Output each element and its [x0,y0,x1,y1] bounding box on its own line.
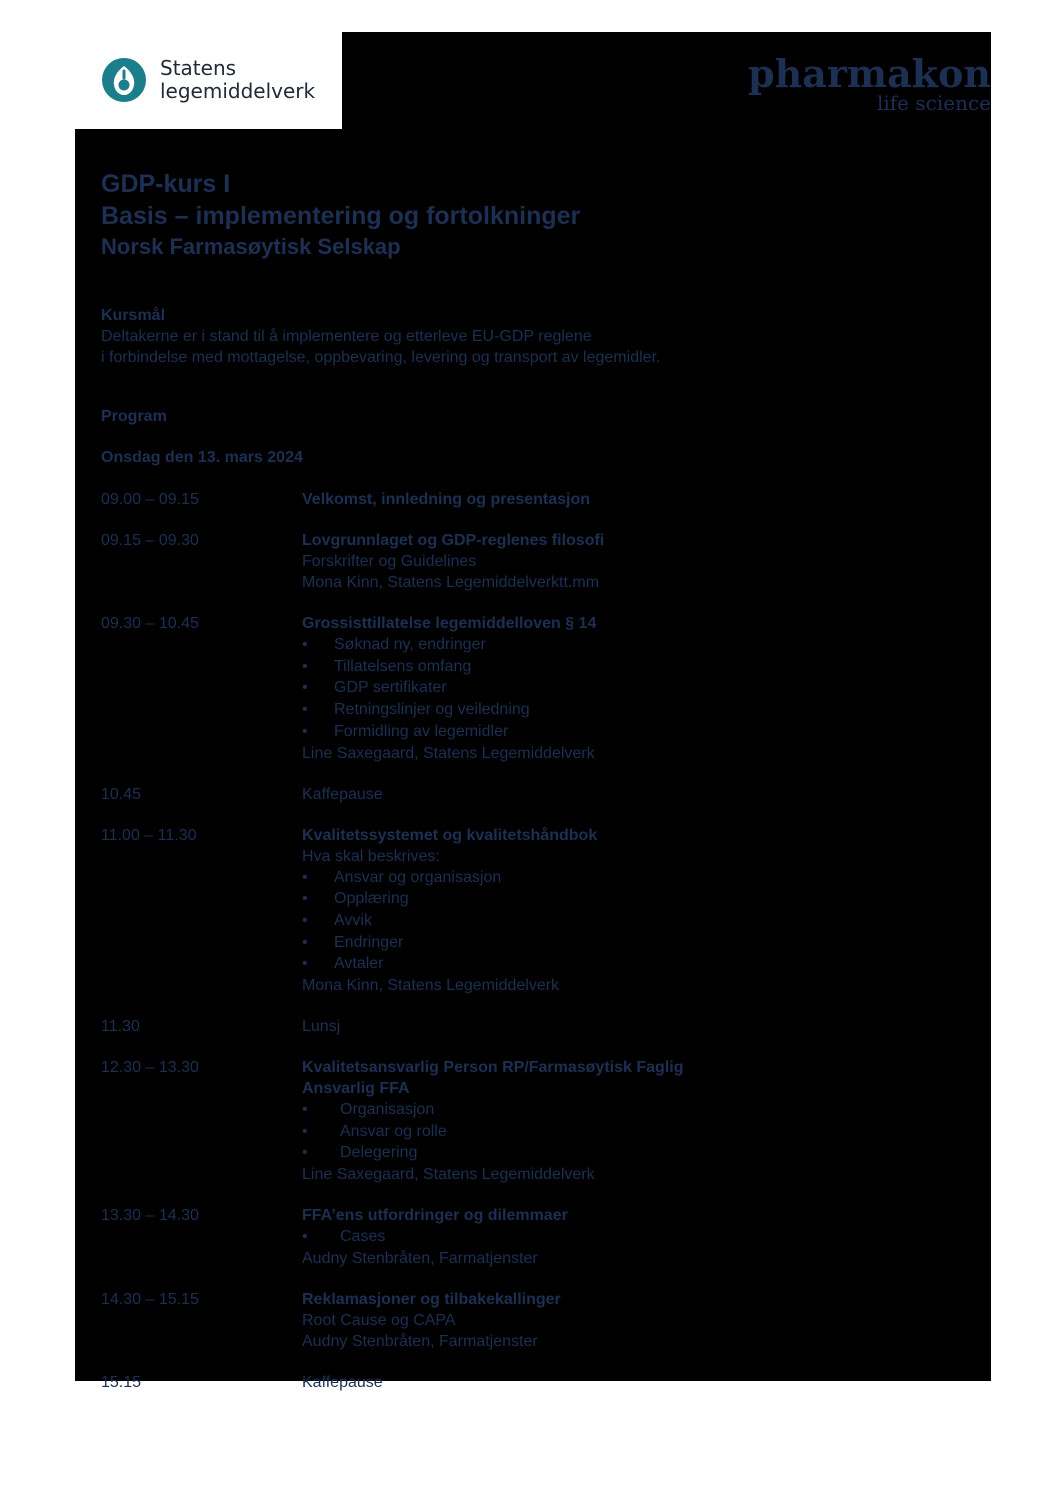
agenda-speaker: Mona Kinn, Statens Legemiddelverktt.mm [302,574,600,591]
agenda-bullet-list [302,1226,971,1248]
agenda-session-title: Lovgrunnlaget og GDP-reglenes filosofi [302,532,605,549]
agenda-session-description: Hva skal beskrives: [302,847,440,865]
agenda-bullet-item: • Avtaler [302,953,971,975]
agenda-session-title: Kvalitetsansvarlig Person RP/Farmasøytisk Faglig [302,1059,684,1077]
program-day: Onsdag den 13. mars 2024 [101,449,303,466]
agenda-row [101,1289,971,1352]
course-goal-line: Deltakerne er i stand til å implementere og etterleve EU-GDP reglene [101,328,592,345]
agenda-body [302,825,971,997]
agenda-body [302,1289,971,1352]
agenda-body [302,784,971,805]
agenda-bullet-list [302,1099,971,1164]
agenda-row [101,489,971,510]
agenda-row [101,1057,971,1185]
agenda-session-title: Velkomst, innledning og presentasjon [302,491,591,508]
agenda-bullet-item: • Ansvar og rolle [302,1121,971,1143]
agenda-plain: Kaffepause [302,785,383,803]
agenda-row [101,825,971,997]
agenda-bullet-item: • Delegering [302,1142,971,1164]
agenda-row [101,613,971,764]
agenda-session-title: Ansvarlig FFA [302,1080,410,1098]
agenda-time: 09.00 – 09.15 [101,491,199,508]
agenda-bullet-item: • Søknad ny, endringer [302,634,971,656]
agenda-plain: Kaffepause [302,1373,383,1391]
agenda-body [302,489,971,510]
agenda-body [302,613,971,764]
course-organizer: Norsk Farmasøytisk Selskap [101,234,401,259]
agenda-body [302,1057,971,1185]
agenda-time: 14.30 – 15.15 [101,1290,199,1308]
agenda-time: 09.30 – 10.45 [101,615,199,632]
agenda-session-title: Kvalitetssystemet og kvalitetshåndbok [302,826,598,844]
agenda-speaker: Line Saxegaard, Statens Legemiddelverk [302,744,595,762]
agenda-session-title: FFA’ens utfordringer og dilemmaer [302,1207,568,1225]
agenda-bullet-item: • Avvik [302,910,971,932]
agenda-row [101,530,971,593]
agenda-time: 11.30 [101,1018,140,1036]
agenda-plain: Lunsj [302,1018,341,1036]
agenda-bullet-list [302,867,971,976]
agenda-speaker: Mona Kinn, Statens Legemiddelverk [302,977,560,995]
pharmakon-logo-text: pharmakon [748,51,991,96]
agenda-row [101,1205,971,1269]
program-heading: Program [101,408,167,425]
agenda-body [302,1016,971,1037]
agenda-session-title: Reklamasjoner og tilbakekallinger [302,1290,561,1308]
agenda-time: 13.30 – 14.30 [101,1207,199,1225]
statens-legemiddelverk-logo-icon [101,57,147,103]
agenda-bullet-item: • GDP sertifikater [302,677,971,699]
course-subtitle: Basis – implementering og fortolkninger [101,202,581,230]
agenda-bullet-item: • Tillatelsens omfang [302,656,971,678]
pharmakon-logo [748,51,991,115]
agenda-time: 09.15 – 09.30 [101,532,199,549]
agenda-bullet-item: • Opplæring [302,888,971,910]
pharmakon-logo-tagline: life science [876,91,991,115]
agenda-bullet-item: • Formidling av legemidler [302,721,971,743]
agenda-bullet-item: • Retningslinjer og veiledning [302,699,971,721]
document-content [101,168,971,1413]
agenda-bullet-list [302,634,971,743]
agenda-list [101,489,971,1393]
agenda-body [302,1205,971,1269]
agenda-session-title: Grossisttillatelse legemiddelloven § 14 [302,615,597,632]
agenda-body [302,1372,971,1393]
agenda-bullet-item: • Cases [302,1226,971,1248]
agenda-session-description: Root Cause og CAPA [302,1311,456,1329]
course-goal-line: i forbindelse med mottagelse, oppbevaring, levering og transport av legemidler. [101,349,661,366]
course-title: GDP-kurs I [101,170,231,198]
agenda-session-description: Forskrifter og Guidelines [302,553,477,570]
statens-legemiddelverk-logo-text: Statens legemiddelverk [160,56,316,103]
agenda-body [302,530,971,593]
course-goal-section [101,306,971,368]
agenda-time: 15.15 [101,1373,142,1391]
agenda-bullet-item: • Ansvar og organisasjon [302,867,971,889]
course-goal-heading: Kursmål [101,307,166,324]
agenda-speaker: Audny Stenbråten, Farmatjenster [302,1332,538,1350]
agenda-time: 12.30 – 13.30 [101,1059,199,1077]
agenda-time: 11.00 – 11.30 [101,826,197,844]
agenda-speaker: Audny Stenbråten, Farmatjenster [302,1249,538,1267]
agenda-speaker: Line Saxegaard, Statens Legemiddelverk [302,1166,595,1184]
agenda-row [101,1372,971,1393]
agenda-bullet-item: • Endringer [302,932,971,954]
agenda-row [101,784,971,805]
agenda-time: 10.45 [101,785,142,803]
agenda-bullet-item: • Organisasjon [302,1099,971,1121]
agenda-row [101,1016,971,1037]
